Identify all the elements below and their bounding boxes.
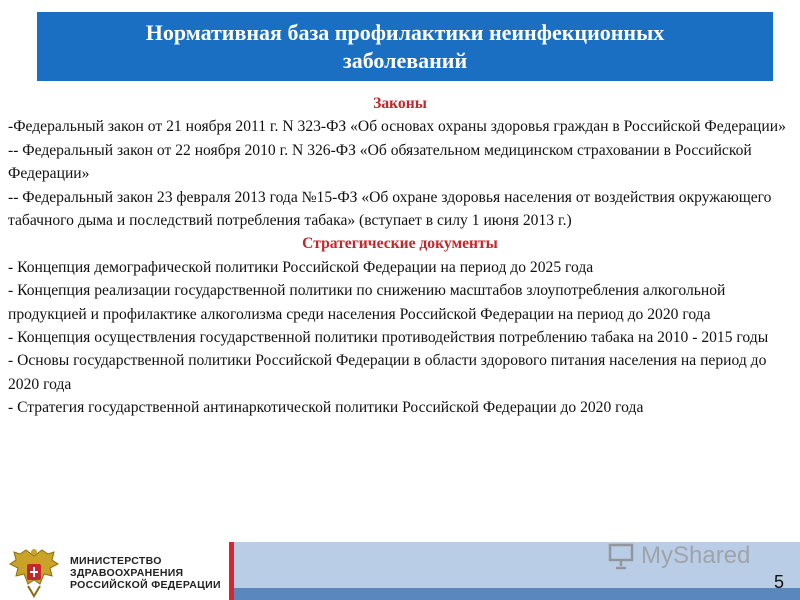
law-item: -- Федеральный закон от 22 ноября 2010 г. N 326-ФЗ «Об обязательном медицинском страховании в Российской Федерации» [8, 141, 752, 183]
strategic-item: - Концепция демографической политики Российской Федерации на период до 2025 года [8, 258, 594, 276]
ministry-line: МИНИСТЕРСТВО [70, 555, 162, 567]
strategic-item: - Концепция осуществления государственной политики противодействия потреблению табака на 2010 - 2015 годы [8, 329, 769, 347]
laws-heading: Законы [373, 95, 427, 112]
strategic-docs-heading: Стратегические документы [302, 235, 498, 253]
law-item: -- Федеральный закон 23 февраля 2013 года №15-ФЗ «Об охране здоровья населения от воздействия окружающего табачного дыма и последствий потребления табака» (вступает в силу 1 июня 2013 г.) [8, 188, 772, 230]
strategic-item: - Основы государственной политики Российской Федерации в области здорового питания населения на период до 2020 года [8, 352, 767, 393]
ministry-line: ЗДРАВООХРАНЕНИЯ [70, 567, 184, 579]
title-banner [37, 12, 773, 81]
footer-band-stripe [234, 588, 800, 600]
strategic-item: - Стратегия государственной антинаркотической политики Российской Федерации до 2020 года [8, 399, 644, 417]
ministry-name [70, 555, 221, 591]
russian-eagle-emblem-icon [6, 546, 62, 600]
page-number: 5 [774, 572, 785, 592]
presentation-board-icon [607, 541, 637, 571]
strategic-item: - Концепция реализации государственной политики по снижению масштабов злоупотребления алкогольной продукцией и профилактике алкоголизма среди населения Российской Федерации на период до 2020 года [8, 282, 726, 323]
slide-title: Нормативная база профилактики неинфекционных заболеваний [145, 19, 665, 73]
watermark-text: MyShared [641, 542, 751, 569]
watermark [607, 540, 750, 572]
law-item: -Федеральный закон от 21 ноября 2011 г. N 323-ФЗ «Об основах охраны здоровья граждан в Российской Федерации» [8, 118, 786, 136]
ministry-line: РОССИЙСКОЙ ФЕДЕРАЦИИ [70, 579, 221, 591]
slide-body [8, 92, 792, 420]
